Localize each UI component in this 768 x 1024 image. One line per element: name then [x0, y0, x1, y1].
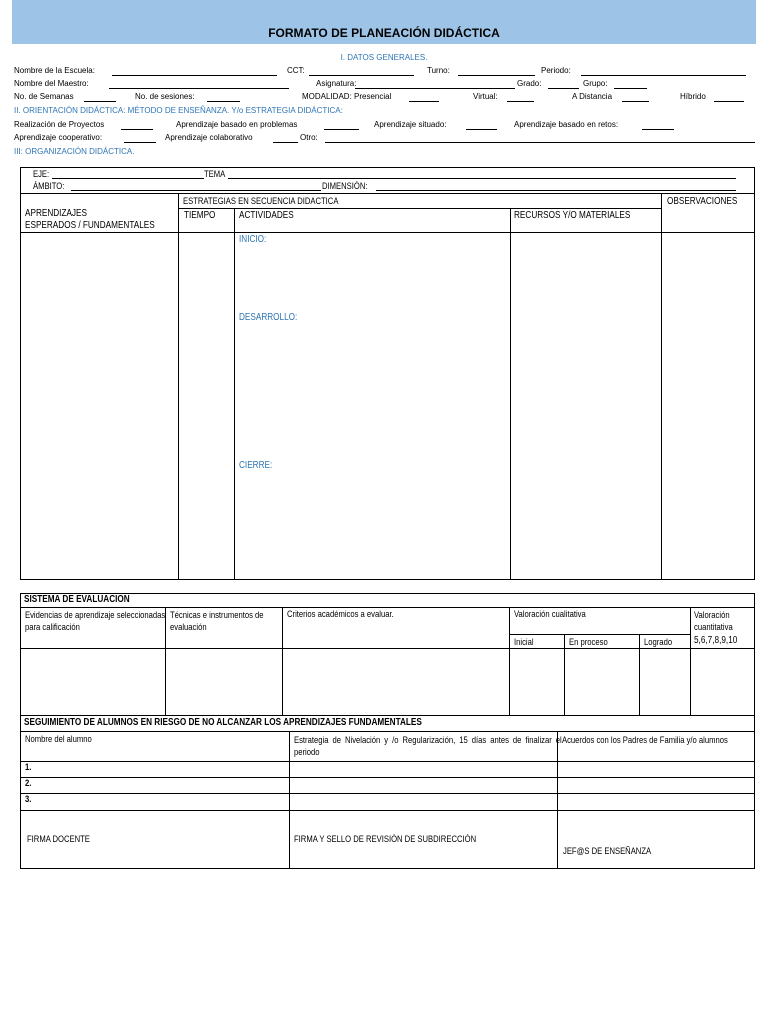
cuantitativa-header: Valoración cuantitativa [694, 610, 733, 632]
cierre-label: CIERRE: [239, 460, 273, 471]
periodo-field[interactable] [581, 75, 746, 76]
modalidad-label: MODALIDAD: Presencial [302, 92, 392, 101]
alumno-row-1: 1. [25, 762, 32, 772]
turno-label: Turno: [427, 66, 450, 75]
presencial-field[interactable] [409, 101, 439, 102]
situado-label: Aprendizaje situado: [374, 120, 447, 129]
otro-label: Otro: [300, 133, 318, 142]
grado-field[interactable] [548, 88, 579, 89]
periodo-label: Periodo: [541, 66, 571, 75]
distancia-field[interactable] [622, 101, 649, 102]
estrategia-nivelacion-header: Estrategia de Nivelación y /o Regularización, 15 días antes de finalizar el periodo [294, 735, 562, 757]
proceso-label: En proceso [569, 637, 608, 647]
otro-field[interactable] [325, 142, 755, 143]
grado-label: Grado: [517, 79, 542, 88]
acuerdos-header: Acuerdos con los Padres de Familia y/o alumnos [562, 735, 728, 745]
maestro-field[interactable] [109, 88, 289, 89]
nombre-alumno-header: Nombre del alumno [25, 734, 92, 744]
escuela-field[interactable] [112, 75, 277, 76]
firma-docente-label: FIRMA DOCENTE [27, 834, 90, 844]
escala-label: 5,6,7,8,9,10 [694, 635, 738, 646]
alumno-row-2: 2. [25, 778, 32, 788]
alumno-row-3: 3. [25, 794, 32, 804]
cct-label: CCT: [287, 66, 305, 75]
dimension-label: DIMENSIÓN: [322, 181, 368, 191]
evaluacion-title: SISTEMA DE EVALUACION [24, 594, 130, 605]
cualitativa-header: Valoración cualitativa [514, 609, 586, 619]
problemas-field[interactable] [324, 129, 359, 130]
proyectos-field[interactable] [121, 129, 153, 130]
observaciones-header: OBSERVACIONES [667, 196, 738, 207]
escuela-label: Nombre de la Escuela: [14, 66, 95, 75]
section-title-organizacion: III: ORGANIZACIÓN DIDÁCTICA. [14, 147, 135, 156]
tema-field[interactable] [228, 178, 736, 179]
sesiones-field[interactable] [207, 101, 240, 102]
asignatura-label: Asignatura: [316, 79, 357, 88]
ambito-field[interactable] [71, 190, 321, 191]
cooperativo-label: Aprendizaje cooperativo: [14, 133, 103, 142]
grupo-field[interactable] [614, 88, 647, 89]
retos-label: Aprendizaje basado en retos: [514, 120, 619, 129]
colaborativo-label: Aprendizaje colaborativo [165, 133, 253, 142]
asignatura-field[interactable] [355, 88, 515, 89]
virtual-label: Virtual: [473, 92, 498, 101]
criterios-header: Criterios académicos a evaluar. [287, 609, 394, 619]
dimension-field[interactable] [376, 190, 736, 191]
problemas-label: Aprendizaje basado en problemas [176, 120, 298, 129]
semanas-label: No. de Semanas [14, 92, 74, 101]
seguimiento-title: SEGUIMIENTO DE ALUMNOS EN RIESGO DE NO ALCANZAR LOS APRENDIZAJES FUNDAMENTALES [24, 717, 422, 728]
sesiones-label: No. de sesiones: [135, 92, 195, 101]
retos-field[interactable] [642, 129, 674, 130]
situado-field[interactable] [466, 129, 497, 130]
semanas-field[interactable] [84, 101, 116, 102]
tecnicas-header: Técnicas e instrumentos de evaluación [170, 610, 264, 632]
cooperativo-field[interactable] [124, 142, 156, 143]
proyectos-label: Realización de Proyectos [14, 120, 105, 129]
desarrollo-label: DESARROLLO: [239, 312, 298, 323]
actividades-header: ACTIVIDADES [239, 210, 294, 221]
turno-field[interactable] [458, 75, 535, 76]
logrado-label: Logrado [644, 637, 673, 647]
hibrido-label: Híbrido [680, 92, 706, 101]
eje-label: EJE: [33, 169, 50, 179]
section-title-orientacion: II. ORIENTACIÓN DIDÁCTICA: MÉTODO DE ENSEÑANZA. Y/o ESTRATEGIA DIDÁCTICA: [14, 106, 343, 115]
recursos-header: RECURSOS Y/O MATERIALES [514, 210, 631, 221]
header-band [12, 0, 756, 44]
section-title-datos-generales: I. DATOS GENERALES. [340, 53, 428, 62]
tema-label: TEMA [204, 169, 226, 179]
firma-sello-label: FIRMA Y SELLO DE REVISIÓN DE SUBDIRECCIÓN [294, 834, 477, 844]
aprendizajes-header-1: APRENDIZAJES [25, 208, 87, 219]
aprendizajes-header-2: ESPERADOS / FUNDAMENTALES [25, 220, 155, 231]
estrategias-header: ESTRATEGIAS EN SECUENCIA DIDACTICA [183, 196, 339, 206]
inicio-label: INICIO: [239, 234, 267, 245]
tiempo-header: TIEMPO [184, 210, 216, 221]
hibrido-field[interactable] [714, 101, 744, 102]
distancia-label: A Distancia [572, 92, 613, 101]
eje-field[interactable] [52, 178, 204, 179]
inicial-label: Inicial [514, 637, 534, 647]
document-title: FORMATO DE PLANEACIÓN DIDÁCTICA [268, 26, 500, 40]
maestro-label: Nombre del Maestro: [14, 79, 89, 88]
cct-field[interactable] [309, 75, 414, 76]
virtual-field[interactable] [507, 101, 534, 102]
colaborativo-field[interactable] [273, 142, 298, 143]
ambito-label: ÁMBITO: [33, 181, 65, 191]
evidencias-header: Evidencias de aprendizaje seleccionadas para calificación [25, 610, 166, 632]
grupo-label: Grupo: [583, 79, 608, 88]
jefes-ensenanza-label: JEF@S DE ENSEÑANZA [563, 846, 652, 856]
